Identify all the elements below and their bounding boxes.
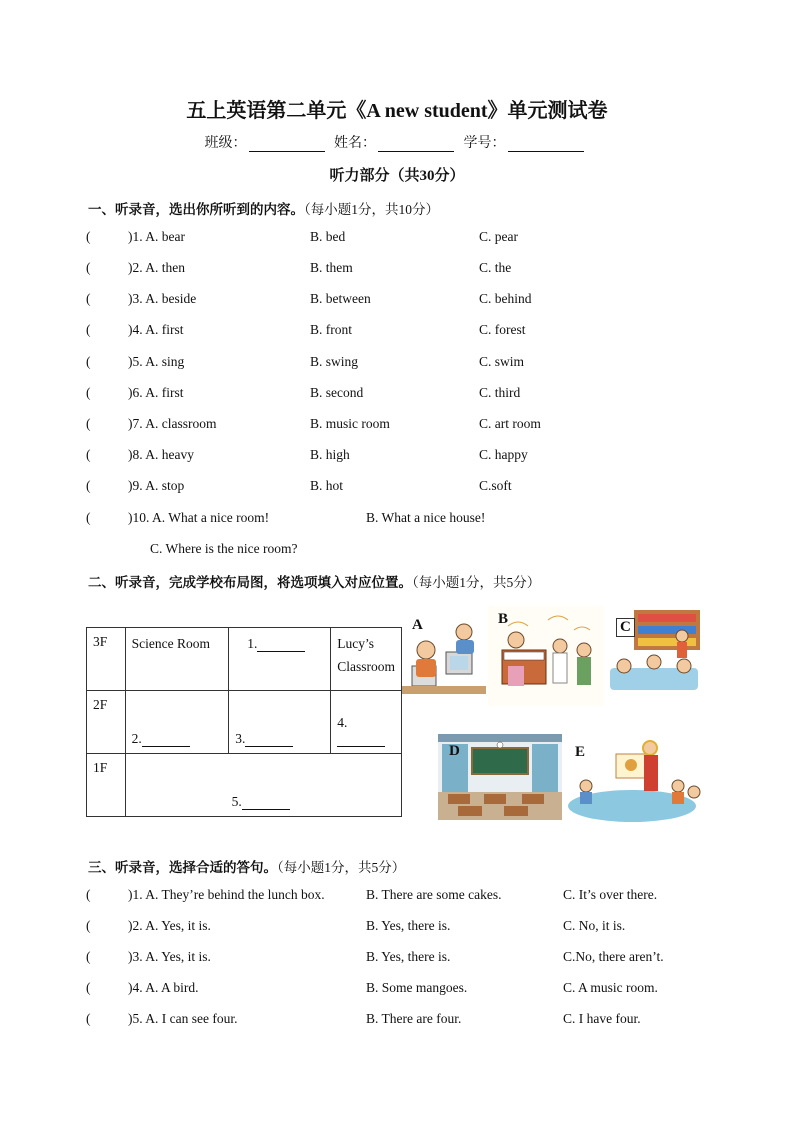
answer-paren[interactable]: (	[86, 1011, 91, 1026]
option-b: B. second	[310, 385, 364, 400]
option-c: C. It’s over there.	[563, 887, 658, 902]
blank-1-line[interactable]	[257, 638, 305, 652]
section3-question-3	[0, 949, 794, 969]
option-b: B. Yes, there is.	[366, 949, 451, 964]
option-c: C. I have four.	[563, 1011, 641, 1026]
answer-paren[interactable]: (	[86, 229, 91, 244]
section1-question-1	[0, 229, 794, 249]
floor-3f: 3F	[87, 628, 126, 691]
answer-paren[interactable]: (	[86, 510, 91, 525]
section3-question-5	[0, 1011, 794, 1031]
option-b: B. What a nice house!	[366, 510, 486, 525]
section1-question-8	[0, 447, 794, 467]
option-a: )6. A. first	[128, 385, 184, 400]
blank-4-line[interactable]	[337, 733, 385, 747]
option-b: B. swing	[310, 354, 359, 369]
option-a: )9. A. stop	[128, 478, 185, 493]
section1-question-5	[0, 354, 794, 374]
section3-question-4	[0, 980, 794, 1000]
picture-label-c: C	[616, 618, 635, 637]
answer-paren[interactable]: (	[86, 447, 91, 462]
blank-4-cell[interactable]: 4.	[331, 691, 402, 754]
option-a: )10. A. What a nice room!	[128, 510, 270, 525]
section1-question-10-optc	[0, 541, 794, 561]
section1-question-6	[0, 385, 794, 405]
answer-paren[interactable]: (	[86, 949, 91, 964]
option-b: B. bed	[310, 229, 346, 244]
option-a: )5. A. sing	[128, 354, 185, 369]
section2-heading: 二、听录音，完成学校布局图，将选项填入对应位置。（每小题1分，共5分）	[88, 575, 541, 590]
picture-label-b: B	[498, 611, 509, 627]
answer-paren[interactable]: (	[86, 291, 91, 306]
option-a: )3. A. Yes, it is.	[128, 949, 211, 964]
option-c: C. behind	[479, 291, 532, 306]
section1-heading: 一、听录音，选出你所听到的内容。（每小题1分，共10分）	[88, 202, 439, 217]
floor-2f: 2F	[87, 691, 126, 754]
science-room-cell: Science Room	[125, 628, 229, 691]
blank-3-cell[interactable]: 3.	[229, 691, 331, 754]
answer-paren[interactable]: (	[86, 918, 91, 933]
student-info-line	[0, 132, 794, 152]
option-c: C. art room	[479, 416, 541, 431]
art-room-illustration	[566, 734, 708, 826]
option-c: C. forest	[479, 322, 526, 337]
class-blank[interactable]	[249, 137, 325, 152]
option-a: )2. A. Yes, it is.	[128, 918, 211, 933]
option-b: B. hot	[310, 478, 344, 493]
option-b: B. high	[310, 447, 350, 462]
answer-paren[interactable]: (	[86, 354, 91, 369]
option-a: )2. A. then	[128, 260, 185, 275]
option-a: )1. A. They’re behind the lunch box.	[128, 887, 325, 902]
section1-question-7	[0, 416, 794, 436]
option-b: B. music room	[310, 416, 390, 431]
answer-paren[interactable]: (	[86, 416, 91, 431]
answer-paren[interactable]: (	[86, 887, 91, 902]
option-c: C. swim	[479, 354, 525, 369]
section1-question-4	[0, 322, 794, 342]
blank-5-line[interactable]	[242, 796, 290, 810]
option-a: )3. A. beside	[128, 291, 197, 306]
option-a: )8. A. heavy	[128, 447, 194, 462]
class-label: 班级：	[204, 136, 247, 151]
option-a: )1. A. bear	[128, 229, 185, 244]
option-b: B. There are four.	[366, 1011, 462, 1026]
option-b: B. Yes, there is.	[366, 918, 451, 933]
blank-3-line[interactable]	[245, 733, 293, 747]
picture-label-d: D	[449, 743, 460, 759]
answer-paren[interactable]: (	[86, 322, 91, 337]
option-c: C.soft	[479, 478, 512, 493]
section1-question-3	[0, 291, 794, 311]
option-c: C. third	[479, 385, 521, 400]
option-a: )4. A. A bird.	[128, 980, 199, 995]
blank-1-cell[interactable]: 1.	[229, 628, 331, 691]
option-b: B. There are some cakes.	[366, 887, 502, 902]
floor-1f: 1F	[87, 754, 126, 817]
option-a: )4. A. first	[128, 322, 184, 337]
option-c: C. A music room.	[563, 980, 658, 995]
option-c: C. Where is the nice room?	[150, 541, 298, 556]
section3-question-2	[0, 918, 794, 938]
option-c: C. the	[479, 260, 512, 275]
name-blank[interactable]	[378, 137, 454, 152]
option-b: B. between	[310, 291, 371, 306]
picture-label-e: E	[575, 744, 586, 760]
section3-heading: 三、听录音，选择合适的答句。（每小题1分，共5分）	[88, 860, 406, 875]
blank-2-line[interactable]	[142, 733, 190, 747]
option-a: )7. A. classroom	[128, 416, 217, 431]
answer-paren[interactable]: (	[86, 260, 91, 275]
number-label: 学号：	[463, 136, 506, 151]
option-b: B. Some mangoes.	[366, 980, 468, 995]
section1-question-2	[0, 260, 794, 280]
section1-question-10	[0, 510, 794, 530]
option-c: C. happy	[479, 447, 528, 462]
answer-paren[interactable]: (	[86, 980, 91, 995]
name-label: 姓名：	[334, 136, 376, 151]
blank-5-cell[interactable]: 5.	[125, 754, 401, 817]
option-c: C.No, there aren’t.	[563, 949, 664, 964]
answer-paren[interactable]: (	[86, 385, 91, 400]
option-c: C. No, it is.	[563, 918, 626, 933]
section3-question-1	[0, 887, 794, 907]
school-layout-table	[86, 627, 402, 817]
option-b: B. them	[310, 260, 353, 275]
blank-2-cell[interactable]: 2.	[125, 691, 229, 754]
answer-paren[interactable]: (	[86, 478, 91, 493]
number-blank[interactable]	[508, 137, 584, 152]
lucys-classroom-cell: Lucy’s Classroom	[331, 628, 402, 691]
picture-label-a: A	[412, 617, 423, 633]
option-a: )5. A. I can see four.	[128, 1011, 238, 1026]
picture-e-art-room	[566, 734, 708, 826]
option-b: B. front	[310, 322, 352, 337]
option-c: C. pear	[479, 229, 518, 244]
listening-part-heading: 听力部分（共30分）	[329, 168, 465, 184]
section1-question-9	[0, 478, 794, 498]
page-title: 五上英语第二单元《A new student》单元测试卷	[186, 100, 608, 122]
